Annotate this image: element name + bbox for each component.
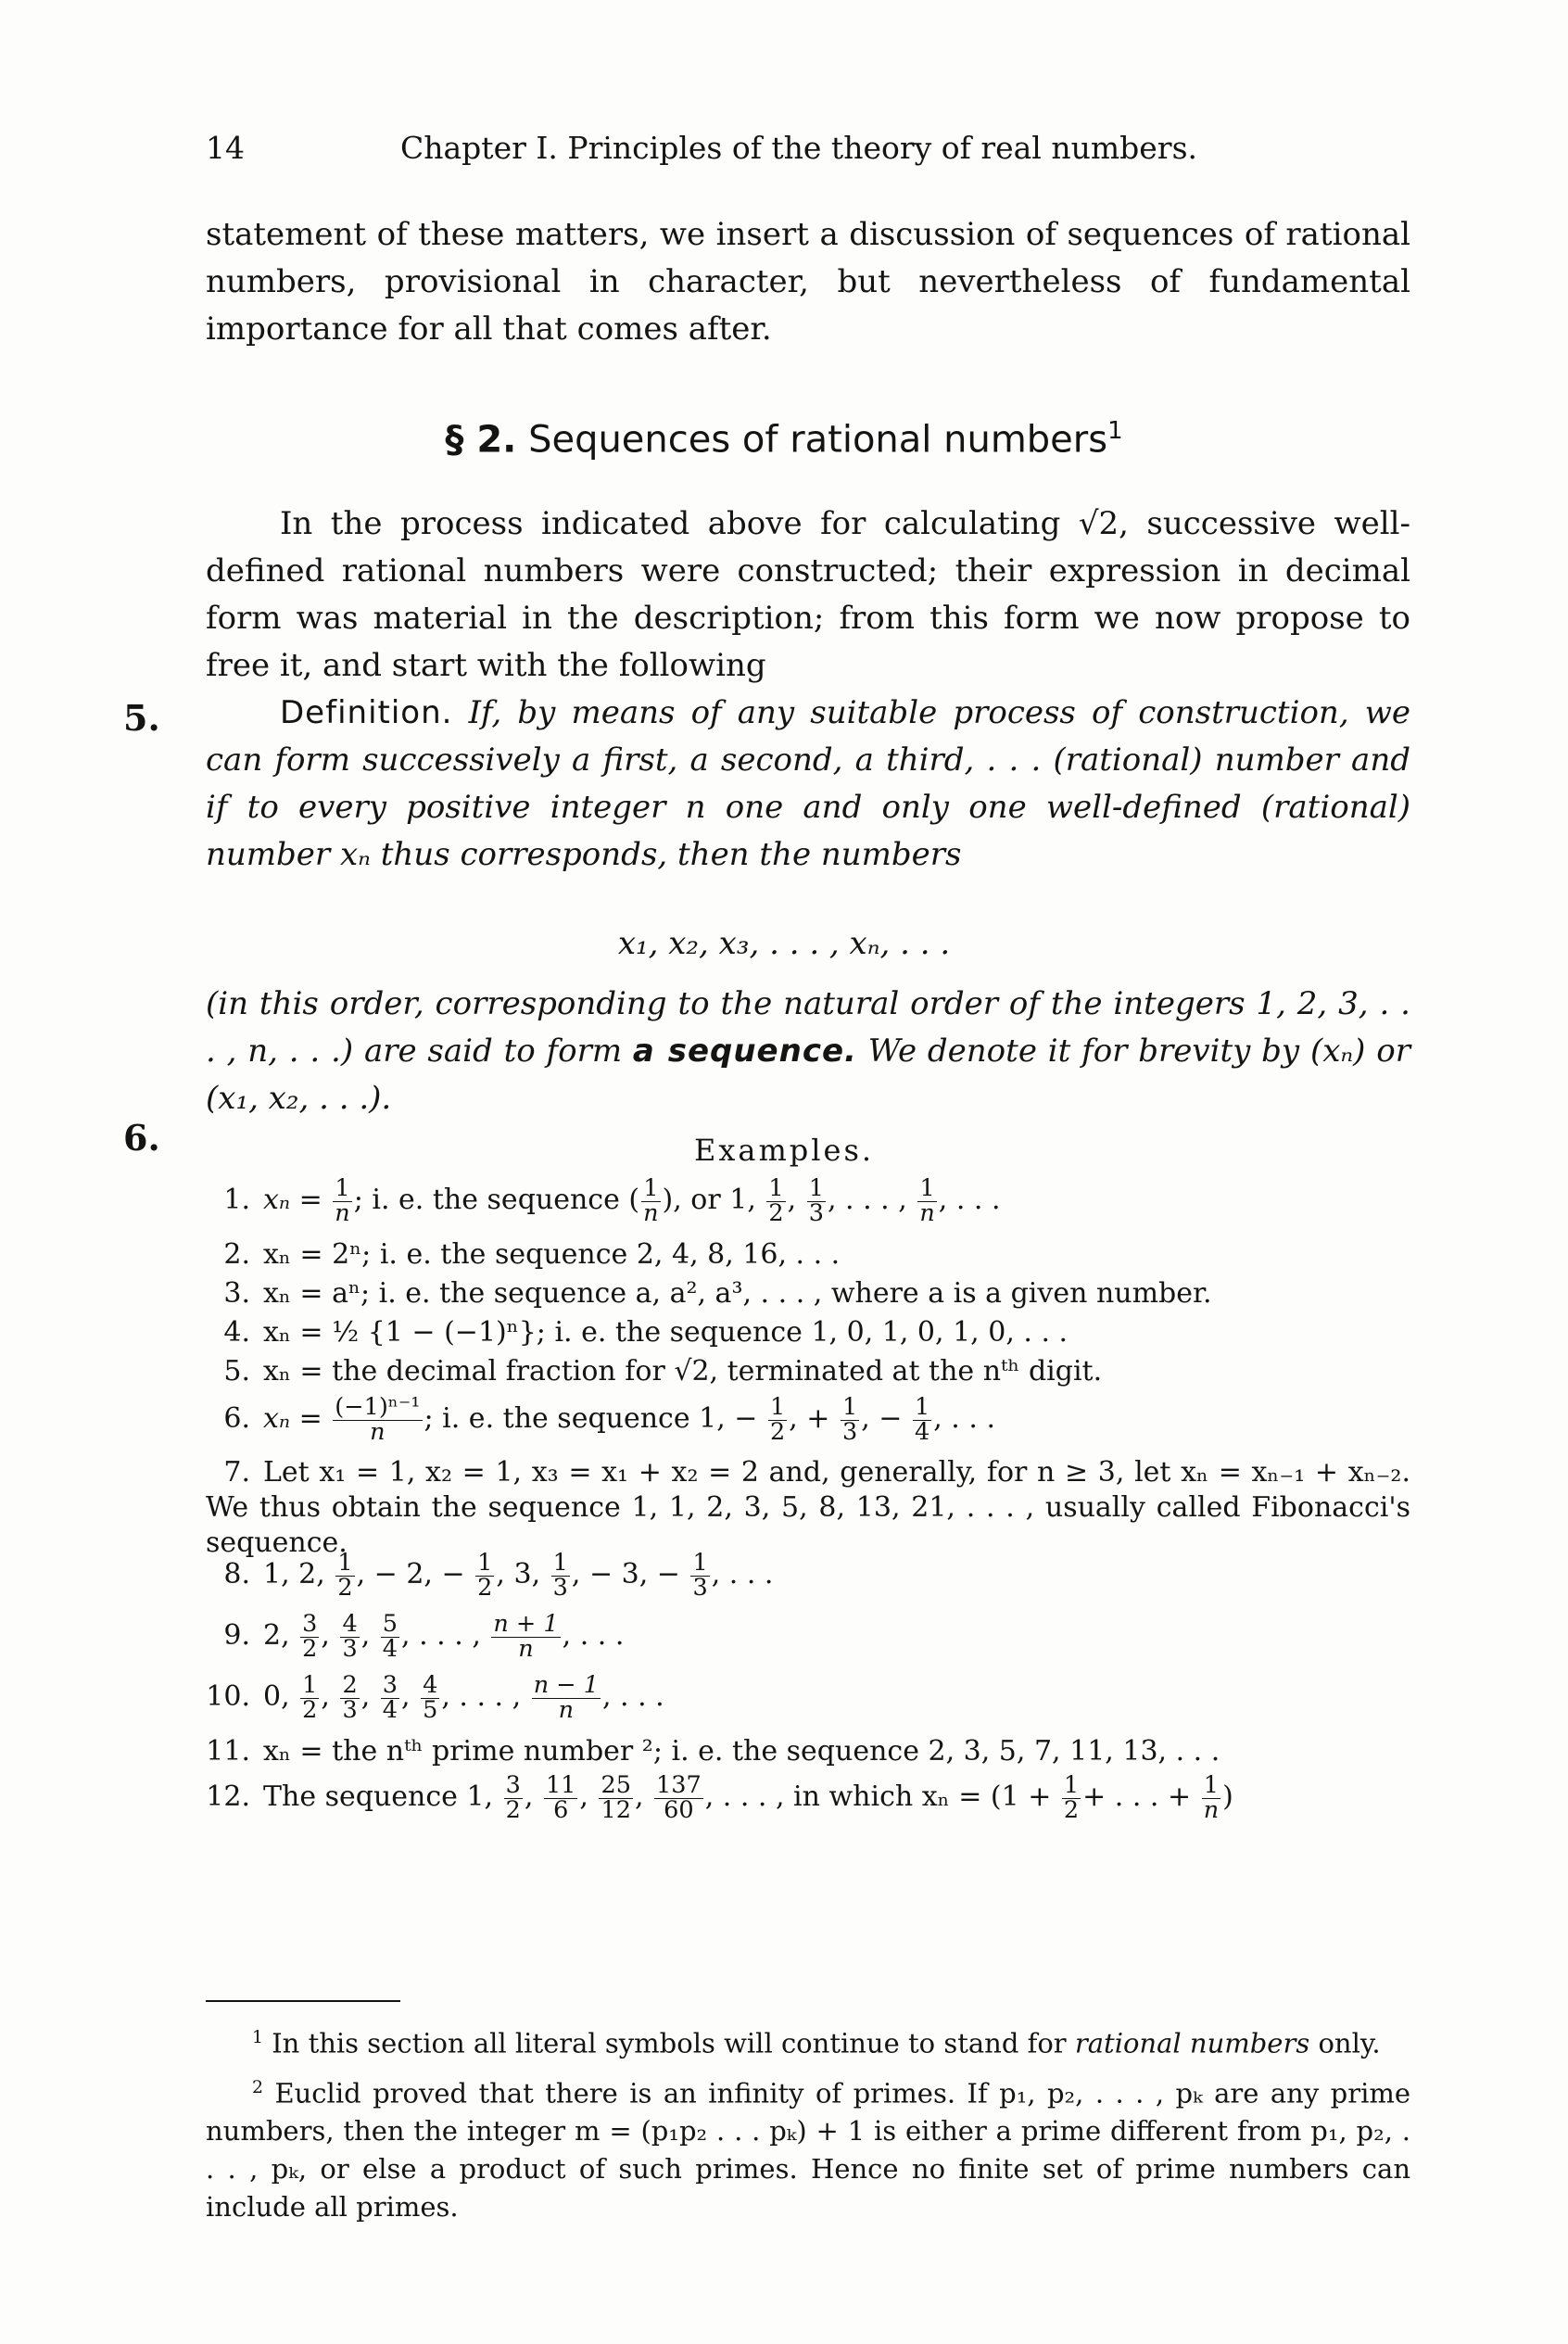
example-8 <box>206 1549 1410 1613</box>
fraction: $\frac{1}{2}$ <box>1063 1771 1080 1824</box>
fraction: $\frac{3}{4}$ <box>382 1671 398 1724</box>
example-text: ) <box>1222 1780 1233 1813</box>
sequence-display: x₁, x₂, x₃, . . . , xₙ, . . . <box>617 925 951 962</box>
example-text: , − 3, − <box>571 1558 680 1590</box>
footnote-end: only. <box>1318 2027 1381 2059</box>
fraction: $\frac{4}{5}$ <box>423 1671 438 1724</box>
example-5 <box>206 1355 1410 1396</box>
examples-list <box>206 1174 1410 1835</box>
paragraph-sqrt2: In the process indicated above for calculating √2, successive well-defined rational numbers were constructed; their expression in decimal form was material in the description; from this form we now propose to free it, and start with the following <box>206 505 1410 684</box>
example-label: 8. <box>223 1558 250 1590</box>
fraction: $\frac{1}{3}$ <box>552 1549 568 1602</box>
example-text: , . . . <box>938 1184 1001 1216</box>
footnote-text: Euclid proved that there is an infinity of primes. If p₁, p₂, . . . , pₖ are any prime numbers, then the integer m = (p₁p₂ . . . pₖ) + 1 is either a prime different from p₁, p₂, . . . , pₖ, or else a product of such primes. Hence no finite set of prime numbers can include all primes. <box>206 2077 1411 2224</box>
fraction: $\frac{1}{n}$ <box>335 1174 350 1227</box>
example-text: , . . . <box>562 1619 625 1652</box>
fraction: $\frac{1}{2}$ <box>337 1549 353 1602</box>
example-1: 1. xₙ = $\frac{1}{n}$ ; i. e. the sequence ( $\frac{1}{n}$ ), or 1, $\frac{1}{2}$ , $\frac{1}{3}$ , . . . , $\frac{1}{n}$ , . . . <box>206 1177 1410 1238</box>
example-label: 7. <box>223 1456 250 1489</box>
fraction: $\frac{4}{3}$ <box>342 1610 358 1663</box>
example-4 <box>206 1316 1410 1355</box>
example-text: xₙ = ½ {1 − (−1)ⁿ}; i. e. the sequence 1, 0, 1, 0, 1, 0, . . . <box>263 1316 1069 1349</box>
margin-number-6: 6. <box>123 1117 160 1159</box>
example-text: 2, <box>263 1619 290 1652</box>
example-text: ; i. e. the sequence ( <box>353 1184 640 1216</box>
footnote-text: In this section all literal symbols will continue to stand for <box>272 2027 1067 2059</box>
fraction: $\frac{137}{60}$ <box>656 1771 702 1824</box>
example-formula: xₙ = <box>263 1402 322 1435</box>
example-10: 10. 0, $\frac{1}{2}$ , $\frac{2}{3}$ , $\frac{3}{4}$ , $\frac{4}{5}$ , . . . , $\frac{n - 1}{n}$ , . . . <box>206 1671 664 1724</box>
fraction: $\frac{1}{2}$ <box>770 1393 786 1446</box>
example-9: 9. 2, $\frac{3}{2}$ , $\frac{4}{3}$ , $\frac{5}{4}$ , . . . , $\frac{n + 1}{n}$ , . . . <box>206 1613 1410 1674</box>
example-text: xₙ = 2ⁿ; i. e. the sequence 2, 4, 8, 16, . . . <box>263 1238 841 1271</box>
definition-paragraph <box>206 690 1410 879</box>
definition-text: If, by means of any suitable process of construction, we can form successively a first, a second, a third, . . . (rational) number and if to every positive integer n one and only one well-defined (rational) number xₙ thus corresponds, then the numbers <box>206 694 1410 873</box>
example-text: , 3, <box>496 1558 541 1590</box>
term-sequence: a sequence. <box>632 1033 857 1070</box>
example-text: xₙ = the decimal fraction for √2, terminated at the nᵗʰ digit. <box>263 1355 1103 1387</box>
fraction: $\frac{1}{2}$ <box>302 1671 318 1724</box>
continuation-end: We denote it for brevity by (xₙ) or (x₁, x₂, . . .). <box>206 1033 1410 1117</box>
example-11 <box>206 1735 1410 1774</box>
example-text: ; i. e. the sequence 1, − <box>424 1402 758 1435</box>
footnote-2 <box>206 2069 1410 2227</box>
example-text: , − <box>861 1402 903 1435</box>
example-text: 0, <box>263 1680 290 1713</box>
example-text: , . . . <box>933 1402 995 1435</box>
footnote-mark: 2 <box>252 2077 263 2097</box>
fraction: $\frac{1}{3}$ <box>842 1393 858 1446</box>
example-text: + . . . + <box>1082 1780 1192 1813</box>
example-text: 1, 2, <box>263 1558 325 1590</box>
footnotes <box>206 2019 1410 2232</box>
margin-number-5: 5. <box>123 697 160 739</box>
example-label: 3. <box>223 1277 250 1310</box>
example-text: , . . . , in which xₙ = (1 + <box>704 1780 1052 1813</box>
fraction: $\frac{n + 1}{n}$ <box>493 1610 559 1663</box>
example-12: 12. The sequence 1, $\frac{3}{2}$ , $\frac{11}{6}$ , $\frac{25}{12}$ , $\frac{137}{60}$ , . . . , in which xₙ = (1 + $\frac{1}{2}$ + . . . + $\frac{1}{n}$ ) <box>206 1771 1233 1824</box>
example-text: , . . . , <box>827 1184 907 1216</box>
intro-paragraph: statement of these matters, we insert a discussion of sequences of rational numbers, provisional in character, but nevertheless of fundamental importance for all that comes after. <box>206 216 1410 348</box>
section-title: Sequences of rational numbers <box>528 418 1108 462</box>
fraction: $\frac{1}{4}$ <box>915 1393 930 1446</box>
continuation-text: (in this order, corresponding to the natural order of the integers 1, 2, 3, . . . , n, . . .) are said to form <box>206 985 1410 1070</box>
example-text: The sequence 1, <box>263 1780 494 1813</box>
example-formula: xₙ = <box>263 1184 322 1216</box>
fraction: $\frac{n - 1}{n}$ <box>533 1671 599 1724</box>
example-text: , . . . <box>711 1558 774 1590</box>
example-text: , + <box>789 1402 830 1435</box>
fraction: $\frac{1}{n}$ <box>643 1174 659 1227</box>
example-text: , . . . <box>601 1680 664 1713</box>
example-3 <box>206 1277 1410 1316</box>
example-text: xₙ = aⁿ; i. e. the sequence a, a², a³, . . . , where a is a given number. <box>263 1277 1212 1310</box>
example-label: 4. <box>223 1316 250 1349</box>
definition-label: Definition. <box>280 694 453 731</box>
example-label: 1. <box>223 1184 250 1216</box>
footnote-emphasis: rational numbers <box>1074 2027 1310 2059</box>
example-label: 6. <box>223 1402 250 1435</box>
section-heading <box>0 417 1568 461</box>
definition-continuation <box>206 981 1410 1122</box>
fraction: $\frac{1}{n}$ <box>1203 1771 1220 1824</box>
example-text: xₙ = the nᵗʰ prime number ²; i. e. the sequence 2, 3, 5, 7, 11, 13, . . . <box>263 1735 1220 1768</box>
fraction: $\frac{1}{n}$ <box>919 1174 935 1227</box>
fraction: $\frac{2}{3}$ <box>342 1671 358 1724</box>
footnote-ref-1: 1 <box>1107 417 1123 445</box>
fraction: $\frac{11}{6}$ <box>545 1771 576 1824</box>
example-label: 11. <box>206 1735 250 1768</box>
examples-heading: Examples. <box>693 1133 875 1168</box>
fraction: $\frac{\text{(−1)ⁿ⁻¹}}{n}$ <box>335 1393 421 1446</box>
example-text: , . . . , <box>441 1680 522 1713</box>
section-number: § 2. <box>445 418 517 462</box>
example-7 <box>206 1455 1410 1559</box>
fraction: $\frac{25}{12}$ <box>601 1771 631 1824</box>
footnote-1 <box>206 2019 1410 2063</box>
fraction: $\frac{1}{3}$ <box>692 1549 708 1602</box>
example-text: , − 2, − <box>356 1558 465 1590</box>
footnote-mark: 1 <box>252 2028 263 2047</box>
fraction: $\frac{3}{2}$ <box>302 1610 318 1663</box>
fraction: $\frac{1}{2}$ <box>477 1549 493 1602</box>
fraction: $\frac{5}{4}$ <box>382 1610 398 1663</box>
example-text: , . . . , <box>401 1619 481 1652</box>
example-6 <box>206 1393 1410 1455</box>
example-label: 5. <box>223 1355 250 1387</box>
example-label: 12. <box>206 1780 250 1813</box>
fraction: $\frac{1}{3}$ <box>808 1174 824 1227</box>
example-text: Let x₁ = 1, x₂ = 1, x₃ = x₁ + x₂ = 2 and, generally, for n ≥ 3, let xₙ = xₙ₋₁ + xₙ₋₂. We thus obtain the sequence 1, 1, 2, 3, 5, 8, 13, 21, . . . , usually called Fibonacci's sequence. <box>206 1456 1410 1559</box>
example-label: 9. <box>223 1619 250 1652</box>
footnote-rule <box>206 2000 400 2002</box>
fraction: $\frac{3}{2}$ <box>505 1771 521 1824</box>
page-number: 14 <box>206 130 245 166</box>
running-title: Chapter I. Principles of the theory of real numbers. <box>400 130 1197 166</box>
example-text: ), or 1, <box>662 1184 756 1216</box>
example-2 <box>206 1238 1410 1277</box>
example-label: 10. <box>206 1680 250 1713</box>
fraction: $\frac{1}{2}$ <box>768 1174 784 1227</box>
example-label: 2. <box>223 1238 250 1271</box>
